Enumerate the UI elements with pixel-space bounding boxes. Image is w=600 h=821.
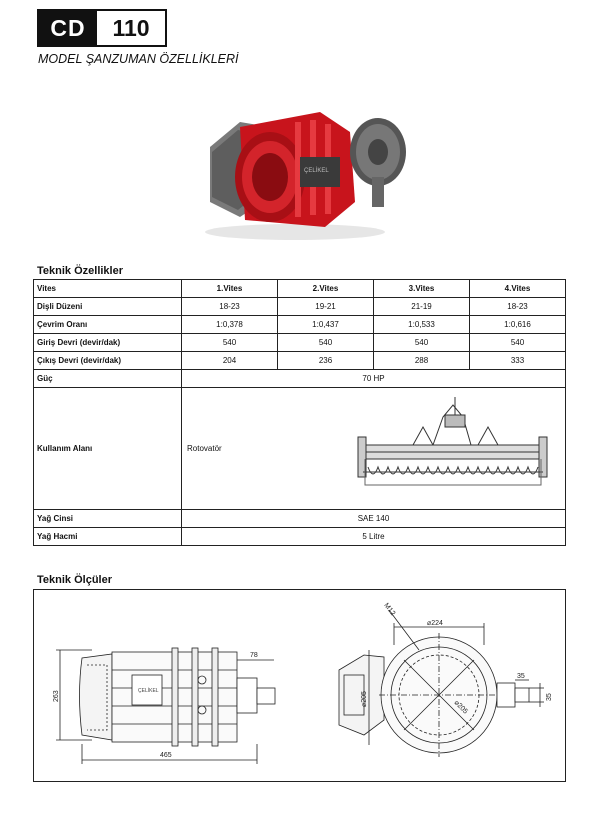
height-dimension-label: 263 [53, 690, 60, 702]
usage-cell [182, 388, 566, 510]
row-label: Giriş Devri (devir/dak) [34, 334, 182, 352]
oil-volume-value: 5 Litre [182, 528, 566, 546]
table-row-oil-type [34, 510, 566, 528]
side-view-brand-label: ÇELİKEL [138, 688, 159, 694]
inner-diameter-label: ⌀205 [361, 691, 368, 707]
oil-type-value: SAE 140 [182, 510, 566, 528]
table-row [34, 298, 566, 316]
column-header: 4.Vites [470, 280, 566, 298]
specs-table [33, 279, 566, 546]
table-cell: 1:0,378 [182, 316, 278, 334]
bevel-gear [350, 118, 406, 207]
shadow [205, 224, 385, 240]
table-cell: 540 [374, 334, 470, 352]
side-view-drawing [52, 620, 282, 770]
column-header: 2.Vites [278, 280, 374, 298]
front-view-drawing [304, 595, 559, 775]
table-cell: 18-23 [182, 298, 278, 316]
shaft-width-label: 35 [517, 673, 525, 680]
table-cell: 18-23 [470, 298, 566, 316]
table-cell: 540 [278, 334, 374, 352]
model-number: 110 [97, 11, 165, 45]
table-row-power [34, 370, 566, 388]
dimensions-drawing-box [33, 589, 566, 782]
table-cell: 21-19 [374, 298, 470, 316]
row-label: Yağ Cinsi [34, 510, 182, 528]
brand-label: ÇELİKEL [304, 168, 329, 174]
table-cell: 1:0,437 [278, 316, 374, 334]
table-row-usage [34, 388, 566, 510]
table-cell: 333 [470, 352, 566, 370]
gearbox-product-image [200, 92, 415, 242]
row-label: Çevrim Oranı [34, 316, 182, 334]
length-dimension-label: 465 [160, 752, 172, 759]
table-row-oil-volume [34, 528, 566, 546]
table-row [34, 316, 566, 334]
table-cell: 1:0,533 [374, 316, 470, 334]
row-label: Dişli Düzeni [34, 298, 182, 316]
row-label: Yağ Hacmi [34, 528, 182, 546]
row-label: Çıkış Devri (devir/dak) [34, 352, 182, 370]
column-header: Vites [34, 280, 182, 298]
usage-value: Rotovatör [187, 443, 222, 453]
table-cell: 236 [278, 352, 374, 370]
table-cell: 288 [374, 352, 470, 370]
table-cell: 540 [470, 334, 566, 352]
model-code: CD [39, 11, 97, 45]
table-cell: 1:0,616 [470, 316, 566, 334]
thread-label: M12 [382, 602, 397, 618]
power-value: 70 HP [182, 370, 566, 388]
column-header: 3.Vites [374, 280, 470, 298]
table-row [34, 352, 566, 370]
model-header [37, 9, 167, 47]
bolt-circle-label: ⌀205 [452, 699, 469, 716]
table-row [34, 334, 566, 352]
shaft-height-label: 35 [546, 693, 553, 701]
table-cell: 204 [182, 352, 278, 370]
page-subtitle: MODEL ŞANZUMAN ÖZELLİKLERİ [38, 52, 239, 66]
column-header: 1.Vites [182, 280, 278, 298]
rotavator-drawing [353, 397, 553, 501]
gearbox-bore [252, 153, 288, 201]
table-cell: 540 [182, 334, 278, 352]
table-header-row [34, 280, 566, 298]
specs-section-title: Teknik Özellikler [37, 265, 124, 277]
row-label: Kullanım Alanı [34, 388, 182, 510]
outer-diameter-label: ⌀224 [427, 620, 443, 627]
dimensions-section-title: Teknik Ölçüler [37, 574, 112, 586]
shaft-offset-label: 78 [250, 652, 258, 659]
table-cell: 19-21 [278, 298, 374, 316]
row-label: Güç [34, 370, 182, 388]
